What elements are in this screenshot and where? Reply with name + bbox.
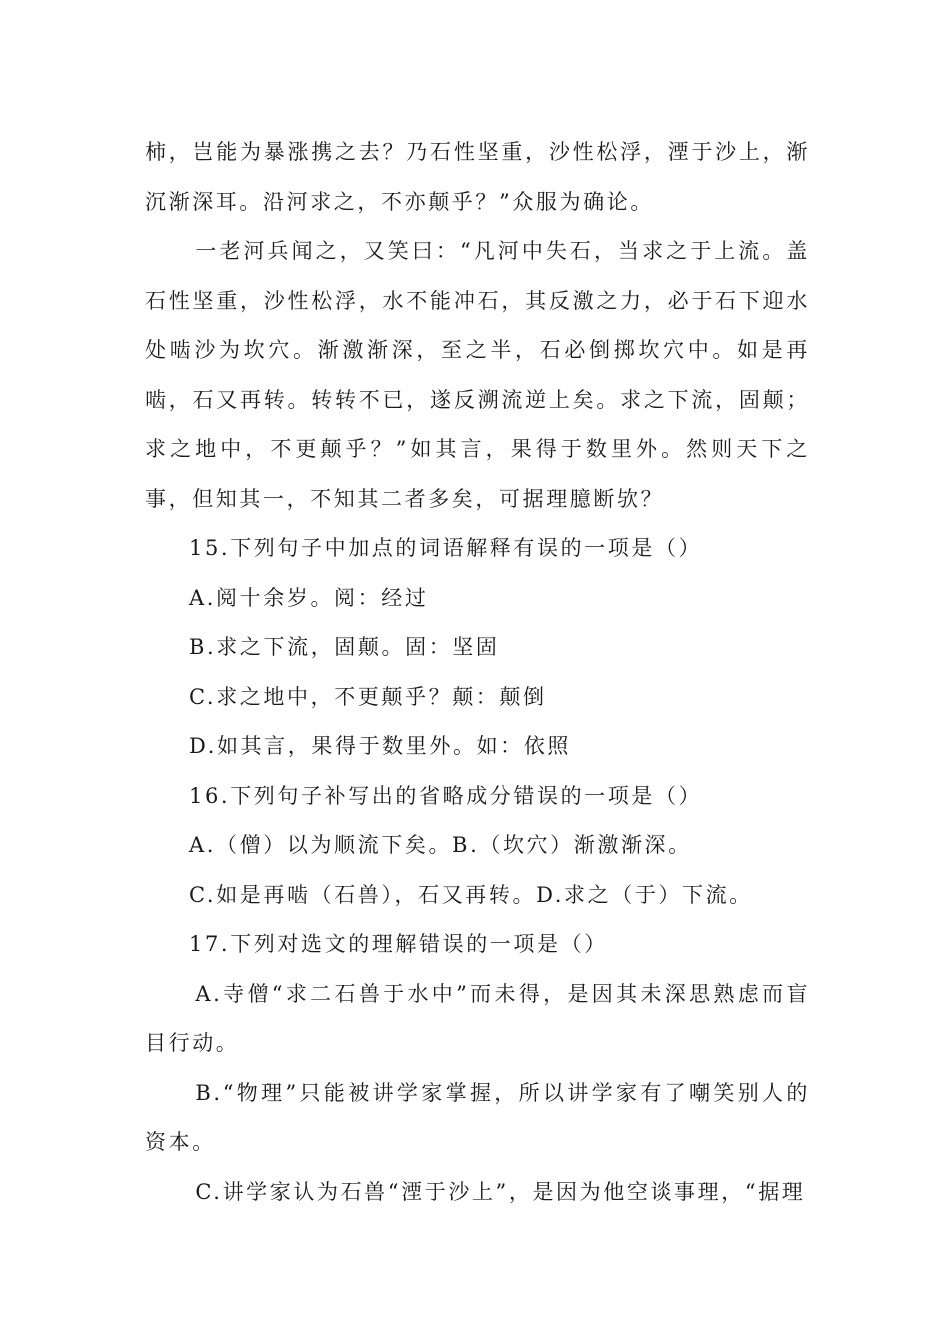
question-15-option-a: A.阅十余岁。阅：经过 xyxy=(189,585,429,610)
question-15-stem: 15.下列句子中加点的词语解释有误的一项是（） xyxy=(189,536,703,560)
question-16-stem: 16.下列句子补写出的省略成分错误的一项是（） xyxy=(189,783,703,808)
question-17-option-b: B.“物理”只能被讲学家掌握，所以讲学家有了嘲笑别人的资本。 xyxy=(145,1080,810,1154)
question-17-stem: 17.下列对选文的理解错误的一项是（） xyxy=(189,932,608,956)
question-16-options-ab: A.（僧）以为顺流下矣。B.（坎穴）渐激渐深。 xyxy=(189,833,692,857)
question-16-options-cd: C.如是再啮（石兽），石又再转。D.求之（于）下流。 xyxy=(189,882,753,907)
passage-paragraph-old-soldier: 一老河兵闻之，又笑曰：“凡河中失石，当求之于上流。盖石性坚重，沙性松浮，水不能冲石，其反激之力，必于石下迎水处啮沙为坎穴。渐激渐深，至之半，石必倒掷坎穴中。如是再啮，石又再转。转转不已，遂反溯流逆上矣。求之下流，固颠；求之地中，不更颠乎？”如其言，果得于数里外。然则天下之事，但知其一，不知其二者多矣，可据理臆断欤？ xyxy=(145,239,810,511)
question-15-option-c: C.求之地中，不更颠乎？颠：颠倒 xyxy=(189,684,547,709)
document-body xyxy=(145,128,810,1217)
question-15-option-d: D.如其言，果得于数里外。如：依照 xyxy=(189,734,571,758)
question-17-option-c: C.讲学家认为石兽“湮于沙上”，是因为他空谈事理，“据理 xyxy=(195,1179,806,1204)
question-15-option-b: B.求之下流，固颠。固：坚固 xyxy=(189,635,500,659)
passage-paragraph-continued: 柿，岂能为暴涨携之去？乃石性坚重，沙性松浮，湮于沙上，渐沉渐深耳。沿河求之，不亦颠乎？”众服为确论。 xyxy=(145,140,810,214)
question-17-option-a: A.寺僧“求二石兽于水中”而未得，是因其未深思熟虑而盲目行动。 xyxy=(145,981,810,1055)
